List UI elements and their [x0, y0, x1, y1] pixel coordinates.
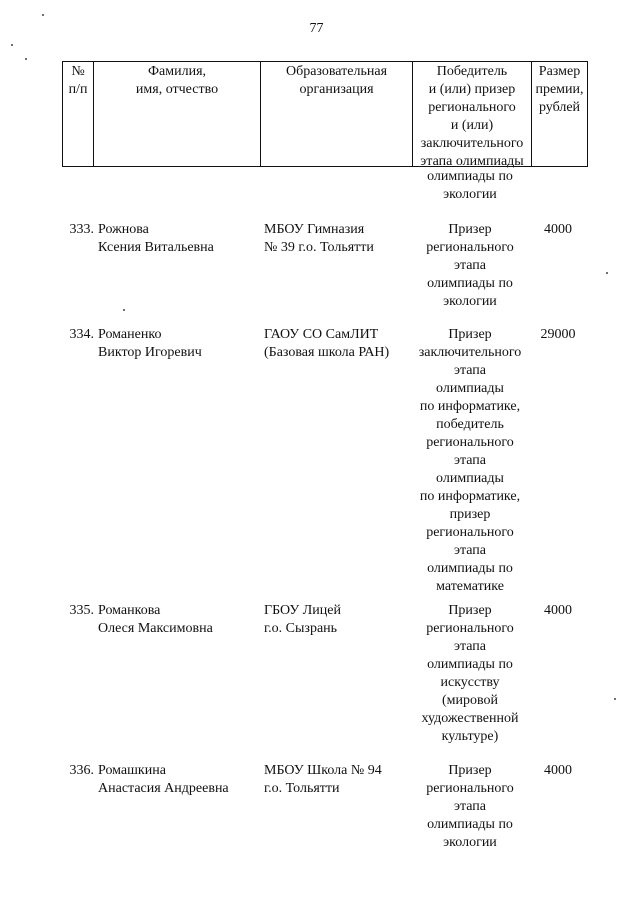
continuation-text: олимпиады по экологии [427, 169, 513, 202]
scan-speck [123, 309, 125, 311]
row-organization: МБОУ Школа № 94 г.о. Тольятти [264, 763, 382, 796]
row-organization: ГАОУ СО СамЛИТ (Базовая школа РАН) [264, 327, 390, 360]
header-status: Победитель и (или) призер регионального и (или) заключительного этапа олимпиады [420, 64, 524, 169]
row-organization: МБОУ Гимназия № 39 г.о. Тольятти [264, 222, 374, 255]
scan-speck [11, 44, 13, 46]
scan-speck [606, 272, 608, 274]
header-org: Образовательная организация [285, 64, 388, 97]
row-number: 335. [69, 603, 94, 618]
row-status: Призер регионального этапа олимпиады по экологии [426, 222, 514, 309]
row-status: Призер регионального этапа олимпиады по искусству (мировой художественной культуре) [421, 603, 519, 744]
table-header [62, 61, 588, 167]
row-number: 333. [69, 222, 94, 237]
header-prize: Размер премии, рублей [535, 64, 584, 115]
row-organization: ГБОУ Лицей г.о. Сызрань [264, 603, 341, 636]
row-name: Рожнова Ксения Витальевна [98, 222, 214, 255]
page-number: 77 [309, 21, 324, 36]
header-name: Фамилия, имя, отчество [135, 64, 219, 97]
row-number: 336. [69, 763, 94, 778]
row-status: Призер заключительного этапа олимпиады по информатике, победитель регионального этапа олимпиады по информатике, призер регионального этапа олимпиады по математике [418, 327, 522, 594]
row-prize: 4000 [544, 603, 572, 618]
row-prize: 4000 [544, 222, 572, 237]
scan-speck [614, 698, 616, 700]
row-name: Ромашкина Анастасия Андреевна [98, 763, 229, 796]
scan-speck [25, 58, 27, 60]
row-name: Романкова Олеся Максимовна [98, 603, 213, 636]
row-name: Романенко Виктор Игоревич [98, 327, 202, 360]
header-num: № п/п [68, 64, 88, 97]
row-prize: 29000 [540, 327, 576, 342]
row-prize: 4000 [544, 763, 572, 778]
row-number: 334. [69, 327, 94, 342]
scan-speck [42, 14, 44, 16]
row-status: Призер регионального этапа олимпиады по экологии [426, 763, 514, 850]
